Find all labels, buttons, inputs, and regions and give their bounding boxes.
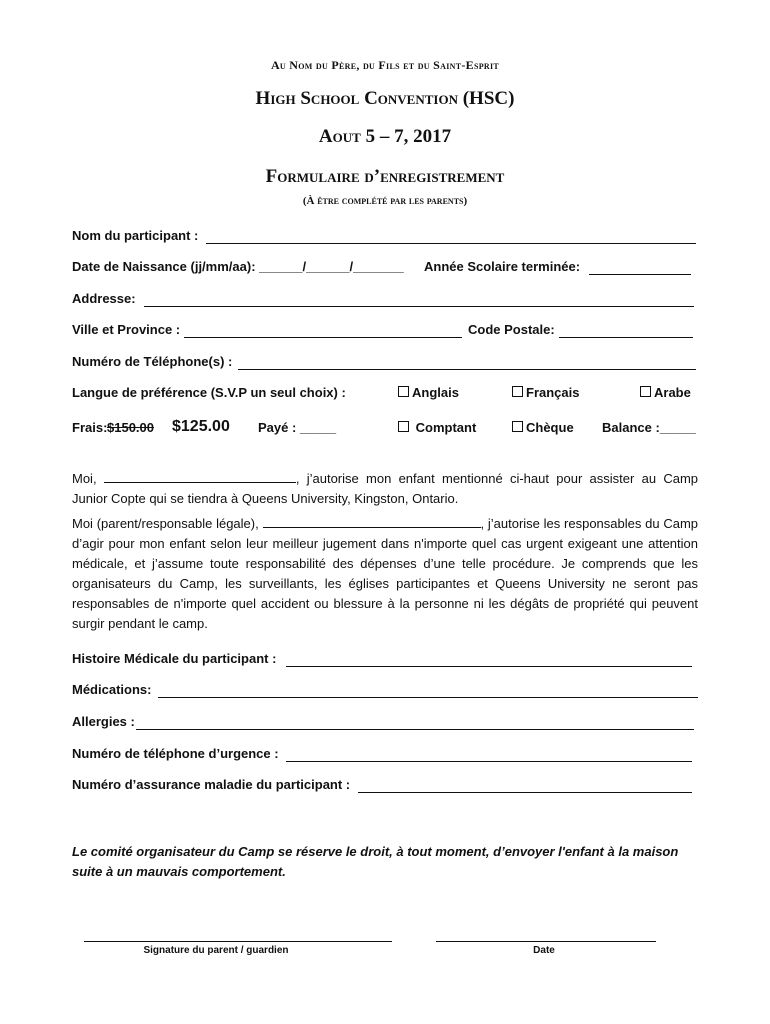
- form-title: Formulaire d’enregistrement: [265, 166, 505, 187]
- checkbox-icon[interactable]: [640, 386, 651, 397]
- paid-field[interactable]: Payé : _____: [258, 420, 337, 435]
- language-row: [72, 385, 698, 405]
- birth-date-row: [72, 259, 698, 279]
- phone-field[interactable]: [238, 369, 696, 370]
- postal-code-field[interactable]: [559, 337, 693, 338]
- date-signature-field[interactable]: [436, 941, 656, 942]
- medications-row: [72, 682, 698, 702]
- city-row: [72, 322, 698, 342]
- emergency-phone-field[interactable]: [286, 761, 692, 762]
- parent-signature-field[interactable]: [84, 941, 392, 942]
- language-option-anglais[interactable]: Anglais: [398, 385, 459, 400]
- phone-label: Numéro de Téléphone(s) :: [72, 354, 233, 369]
- birth-date-field[interactable]: Date de Naissance (jj/mm/aa): ______/______/_______: [72, 259, 404, 274]
- school-year-label: Année Scolaire terminée:: [424, 259, 581, 274]
- behavior-notice: Le comité organisateur du Camp se réserve le droit, à tout moment, d’envoyer l'enfant à la maison suite à un mauvais comportement.: [72, 844, 679, 879]
- allergies-label: Allergies :: [72, 714, 135, 729]
- language-option-francais[interactable]: Français: [512, 385, 579, 400]
- emergency-phone-label: Numéro de téléphone d’urgence :: [72, 746, 279, 761]
- participant-name-field[interactable]: [206, 243, 696, 244]
- language-option-arabe[interactable]: Arabe: [640, 385, 691, 400]
- checkbox-icon[interactable]: [398, 421, 409, 432]
- medications-field[interactable]: [158, 697, 698, 698]
- health-card-label: Numéro d’assurance maladie du participant :: [72, 777, 351, 792]
- postal-code-label: Code Postale:: [468, 322, 555, 337]
- phone-row: [72, 354, 698, 374]
- allergies-field[interactable]: [136, 729, 694, 730]
- language-label: Langue de préférence (S.V.P un seul choix) :: [72, 385, 346, 400]
- participant-name-row: [72, 228, 698, 248]
- payment-option-cheque[interactable]: Chèque: [512, 420, 574, 435]
- medical-history-field[interactable]: [286, 666, 692, 667]
- checkbox-icon[interactable]: [398, 386, 409, 397]
- payment-option-comptant[interactable]: Comptant: [398, 420, 476, 435]
- new-price: $125.00: [172, 418, 230, 435]
- consent-paragraph-1: Moi, , j’autorise mon enfant mentionné ci-haut pour assister au Camp Junior Copte qui se tiendra à Queens University, Kingston, Ontario.: [72, 471, 698, 506]
- city-province-label: Ville et Province :: [72, 322, 181, 337]
- fees-row: [72, 418, 698, 438]
- participant-name-label: Nom du participant :: [72, 228, 199, 243]
- form-subtitle: (À être complété par les parents): [302, 195, 468, 207]
- fees-label: Frais:: [72, 420, 108, 435]
- parent-name-field-1[interactable]: [104, 469, 296, 483]
- balance-field[interactable]: Balance :_____: [602, 420, 696, 435]
- checkbox-icon[interactable]: [512, 386, 523, 397]
- parent-signature-label: Signature du parent / guardien: [143, 945, 289, 956]
- date-signature-label: Date: [533, 945, 555, 956]
- school-year-field[interactable]: [589, 274, 691, 275]
- health-card-row: [72, 777, 698, 797]
- pre-title: Au Nom du Père, du Fils et du Saint-Esprit: [270, 58, 500, 72]
- old-price: $150.00: [107, 420, 154, 435]
- consent-paragraph-2: Moi (parent/responsable légale), , j’autorise les responsables du Camp d’agir pour mon enfant selon leur meilleur jugement dans n'importe quel cas urgent exigeant une attention médicale, et j’assume toute responsabilité des dépenses d’une telle procédure. Je comprends que les organisateurs du Camp, les surveillants, les églises participantes et Queens University ne seront pas responsables de n'importe quel accident ou blessure à la personne ni les dégâts de propriété qui peuvent surgir pendant le camp.: [72, 516, 699, 631]
- medical-history-row: [72, 651, 698, 671]
- emergency-phone-row: [72, 746, 698, 766]
- page-title: High School Convention (HSC): [255, 88, 515, 109]
- address-row: [72, 291, 698, 311]
- health-card-field[interactable]: [358, 792, 692, 793]
- parent-name-field-2[interactable]: [263, 514, 481, 528]
- address-label: Addresse:: [72, 291, 136, 306]
- allergies-row: [72, 714, 698, 734]
- event-dates: Aout 5 – 7, 2017: [318, 126, 452, 147]
- city-province-field[interactable]: [184, 337, 462, 338]
- address-field[interactable]: [144, 306, 694, 307]
- medical-history-label: Histoire Médicale du participant :: [72, 651, 277, 666]
- medications-label: Médications:: [72, 682, 152, 697]
- checkbox-icon[interactable]: [512, 421, 523, 432]
